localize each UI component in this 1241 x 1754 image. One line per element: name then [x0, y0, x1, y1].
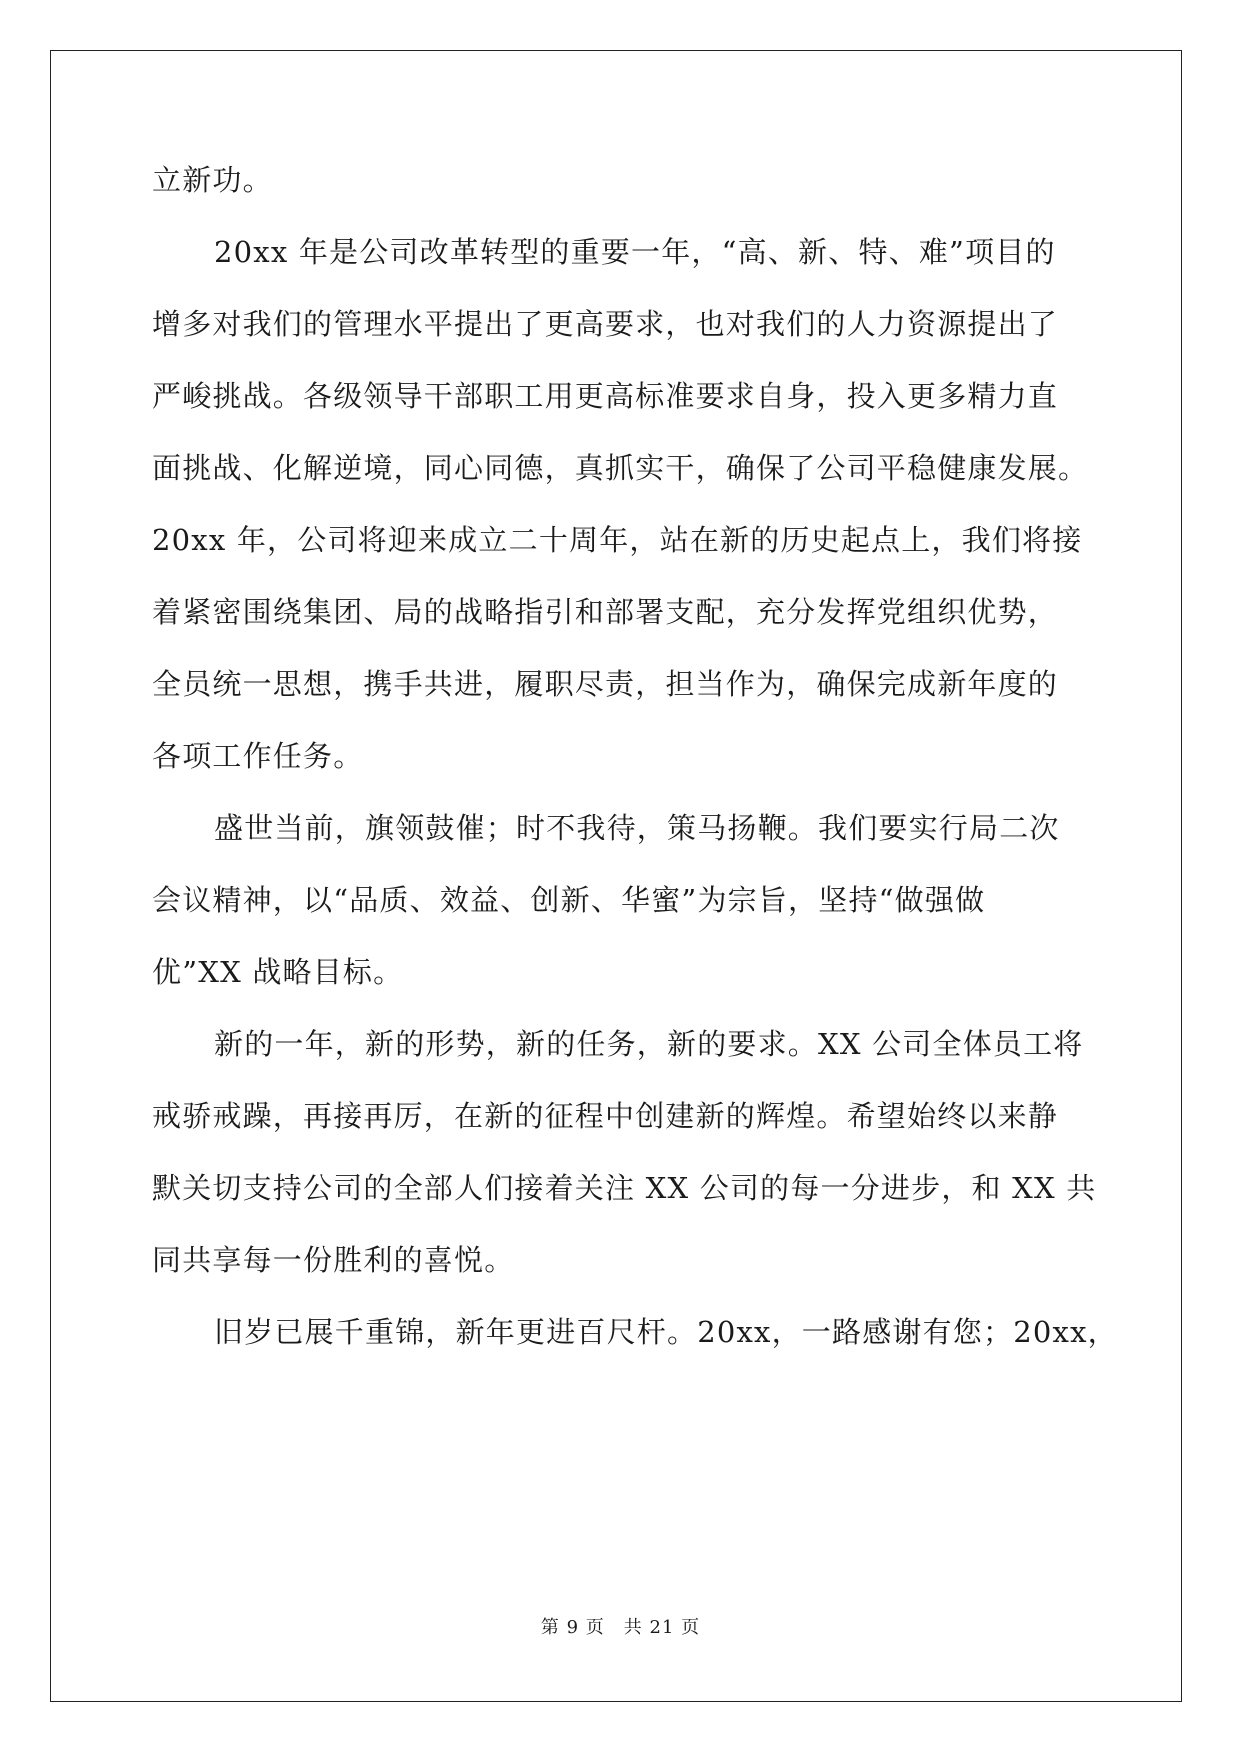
text-line: 戒骄戒躁，再接再厉，在新的征程中创建新的辉煌。希望始终以来静 — [152, 1099, 1059, 1133]
text-line: 严峻挑战。各级领导干部职工用更高标准要求自身，投入更多精力直 — [152, 379, 1059, 413]
text-line: 立新功。 — [152, 163, 273, 197]
text-line: 旧岁已展千重锦，新年更进百尺杆。20xx，一路感谢有您；20xx， — [214, 1315, 1118, 1349]
text-line: 增多对我们的管理水平提出了更高要求，也对我们的人力资源提出了 — [152, 307, 1059, 341]
text-line: 全员统一思想，携手共进，履职尽责，担当作为，确保完成新年度的 — [152, 667, 1059, 701]
page-border — [50, 50, 1182, 1702]
text-line: 着紧密围绕集团、局的战略指引和部署支配，充分发挥党组织优势， — [152, 595, 1059, 629]
text-line: 20xx 年，公司将迎来成立二十周年，站在新的历史起点上，我们将接 — [152, 523, 1083, 557]
text-line: 默关切支持公司的全部人们接着关注 XX 公司的每一分进步，和 XX 共 — [152, 1171, 1097, 1205]
text-line: 新的一年，新的形势，新的任务，新的要求。XX 公司全体员工将 — [214, 1027, 1084, 1061]
text-line: 同共享每一份胜利的喜悦。 — [152, 1243, 515, 1277]
text-line: 各项工作任务。 — [152, 739, 364, 773]
text-line: 会议精神，以“品质、效益、创新、华蜜”为宗旨，坚持“做强做 — [152, 883, 986, 917]
text-line: 20xx 年是公司改革转型的重要一年，“高、新、特、难”项目的 — [214, 235, 1056, 269]
text-line: 面挑战、化解逆境，同心同德，真抓实干，确保了公司平稳健康发展。 — [152, 451, 1089, 485]
text-line: 优”XX 战略目标。 — [152, 955, 404, 989]
text-line: 盛世当前，旗领鼓催；时不我待，策马扬鞭。我们要实行局二次 — [214, 811, 1060, 845]
page-number: 第 9 页 共 21 页 — [540, 1617, 701, 1638]
